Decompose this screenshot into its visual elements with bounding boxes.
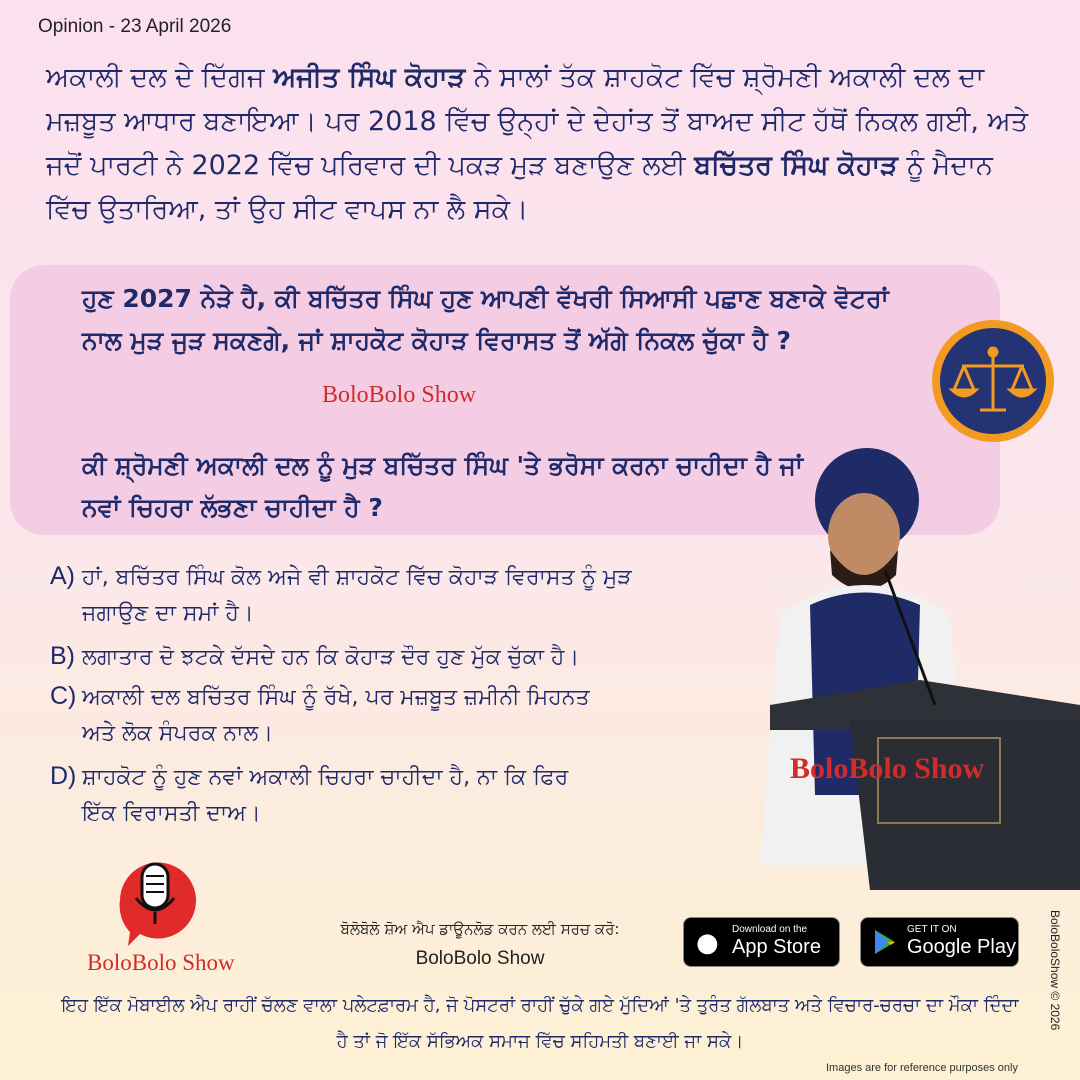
option-text: ਹਾਂ, ਬਚਿੱਤਰ ਸਿੰਘ ਕੋਲ ਅਜੇ ਵੀ ਸ਼ਾਹਕੋਟ ਵਿੱਚ ਕੋਹਾੜ ਵਿਰਾਸਤ ਨੂੰ ਮੁੜ (82, 565, 632, 590)
app-store-button[interactable] (683, 917, 840, 967)
intro-paragraph (46, 56, 1036, 232)
question-1: ਹੁਣ 2027 ਨੇੜੇ ਹੈ, ਕੀ ਬਚਿੱਤਰ ਸਿੰਘ ਹੁਣ ਆਪਣੀ ਵੱਖਰੀ ਸਿਆਸੀ ਪਛਾਣ ਬਣਾਕੇ ਵੋਟਰਾਂ ਨਾਲ ਮੁੜ ਜੁੜ ਸਕਣਗੇ, ਜਾਂ ਸ਼ਾਹਕੋਟ ਕੋਹਾੜ ਵਿਰਾਸਤ ਤੋਂ ਅੱਗੇ ਨਿਕਲ ਚੁੱਕਾ ਹੈ ? (82, 284, 889, 355)
watermark: BoloBolo Show (322, 382, 477, 408)
apple-icon: ● (696, 928, 719, 958)
option-letter: C) (50, 682, 77, 710)
option-letter: D) (50, 762, 77, 790)
question-2: ਕੀ ਸ਼੍ਰੋਮਣੀ ਅਕਾਲੀ ਦਲ ਨੂੰ ਮੁੜ ਬਚਿੱਤਰ ਸਿੰਘ 'ਤੇ ਭਰੋਸਾ ਕਰਨਾ ਚਾਹੀਦਾ ਹੈ ਜਾਂ ਨਵਾਂ ਚਿਹਰਾ ਲੱਭਣਾ ਚਾਹੀਦਾ ਹੈ ? (82, 451, 803, 522)
intro-name-bachittar: ਬਚਿੱਤਰ ਸਿੰਘ ਕੋਹਾੜ (694, 150, 898, 181)
dateline: Opinion - 23 April 2026 (38, 16, 232, 37)
google-play-label: Google Play (907, 936, 1016, 958)
speaker-at-podium-image (740, 405, 1080, 890)
option-text: ਅਤੇ ਲੋਕ ਸੰਪਰਕ ਨਾਲ। (82, 721, 274, 746)
option-text: ਅਕਾਲੀ ਦਲ ਬਚਿੱਤਰ ਸਿੰਘ ਨੂੰ ਰੱਖੇ, ਪਰ ਮਜ਼ਬੂਤ ਜ਼ਮੀਨੀ ਮਿਹਨਤ (82, 685, 590, 710)
intro-text: ਨੂੰ ਮੈਦਾਨ ਵਿੱਚ ਉਤਾਰਿਆ, ਤਾਂ ਉਹ ਸੀਟ ਵਾਪਸ ਨਾ ਲੈ ਸਕੇ। (46, 150, 993, 225)
side-credit-text: BoloBoloShow © 2026 (1048, 910, 1062, 1031)
option-text: ਸ਼ਾਹਕੋਟ ਨੂੰ ਹੁਣ ਨਵਾਂ ਅਕਾਲੀ ਚਿਹਰਾ ਚਾਹੀਦਾ ਹੈ, ਨਾ ਕਿ ਫਿਰ (82, 765, 569, 790)
download-brand: BoloBolo Show (415, 948, 545, 969)
option-a[interactable] (50, 558, 750, 632)
disclaimer: Images are for reference purposes only (826, 1062, 1018, 1074)
app-store-small-label: Download on the (732, 924, 808, 935)
download-prompt: ਬੋਲੋਬੋਲੋ ਸ਼ੋਅ ਐਪ ਡਾਊਨਲੋਡ ਕਰਨ ਲਈ ਸਰਚ ਕਰੋ: (340, 920, 620, 938)
option-text: ਜਗਾਉਣ ਦਾ ਸਮਾਂ ਹੈ। (82, 601, 254, 626)
footer-description: ਇਹ ਇੱਕ ਮੋਬਾਈਲ ਐਪ ਰਾਹੀਂ ਚੱਲਣ ਵਾਲਾ ਪਲੇਟਫ਼ਾਰਮ ਹੈ, ਜੋ ਪੋਸਟਰਾਂ ਰਾਹੀਂ ਚੁੱਕੇ ਗਏ ਮੁੱਦਿਆਂ 'ਤੇ ਤੁਰੰਤ ਗੱਲਬਾਤ ਅਤੇ ਵਿਚਾਰ-ਚਰਚਾ ਦਾ ਮੌਕਾ ਦਿੰਦਾ ਹੈ ਤਾਂ ਜੋ ਇੱਕ ਸੱਭਿਅਕ ਸਮਾਜ ਵਿੱਚ ਸਹਿਮਤੀ ਬਣਾਈ ਜਾ ਸਕੇ। (61, 995, 1019, 1052)
watermark: BoloBolo Show (790, 752, 985, 785)
google-play-small-label: GET IT ON (907, 924, 957, 935)
option-letter: B) (50, 642, 75, 670)
option-d[interactable] (50, 758, 750, 832)
side-credit (1048, 910, 1074, 1070)
google-play-button[interactable] (860, 917, 1019, 967)
option-c[interactable] (50, 678, 750, 752)
logo-name: BoloBolo Show (87, 950, 235, 975)
intro-text: ਅਕਾਲੀ ਦਲ ਦੇ ਦਿੱਗਜ (46, 62, 274, 93)
option-b[interactable] (50, 638, 750, 676)
option-text: ਇੱਕ ਵਿਰਾਸਤੀ ਦਾਅ। (82, 801, 261, 826)
intro-text: ਨੇ ਸਾਲਾਂ ਤੱਕ ਸ਼ਾਹਕੋਟ ਵਿੱਚ ਸ਼੍ਰੋਮਣੀ ਅਕਾਲੀ ਦਲ ਦਾ ਮਜ਼ਬੂਤ ਆਧਾਰ ਬਣਾਇਆ। ਪਰ 2018 ਵਿੱਚ ਉਨ੍ਹਾਂ ਦੇ ਦੇਹਾਂਤ ਤੋਂ ਬਾਅਦ ਸੀਟ ਹੱਥੋਂ ਨਿਕਲ ਗਈ, ਅਤੇ ਜਦੋਂ ਪਾਰਟੀ ਨੇ 2022 ਵਿੱਚ ਪਰਿਵਾਰ ਦੀ ਪਕੜ ਮੁੜ ਬਣਾਉਣ ਲਈ (46, 62, 1029, 181)
intro-name-ajit: ਅਜੀਤ ਸਿੰਘ ਕੋਹਾੜ (273, 62, 466, 93)
option-letter: A) (50, 562, 75, 590)
app-store-label: App Store (732, 936, 821, 958)
google-play-icon (871, 928, 899, 960)
option-text: ਲਗਾਤਾਰ ਦੋ ਝਟਕੇ ਦੱਸਦੇ ਹਨ ਕਿ ਕੋਹਾੜ ਦੌਰ ਹੁਣ ਮੁੱਕ ਚੁੱਕਾ ਹੈ। (82, 645, 580, 670)
